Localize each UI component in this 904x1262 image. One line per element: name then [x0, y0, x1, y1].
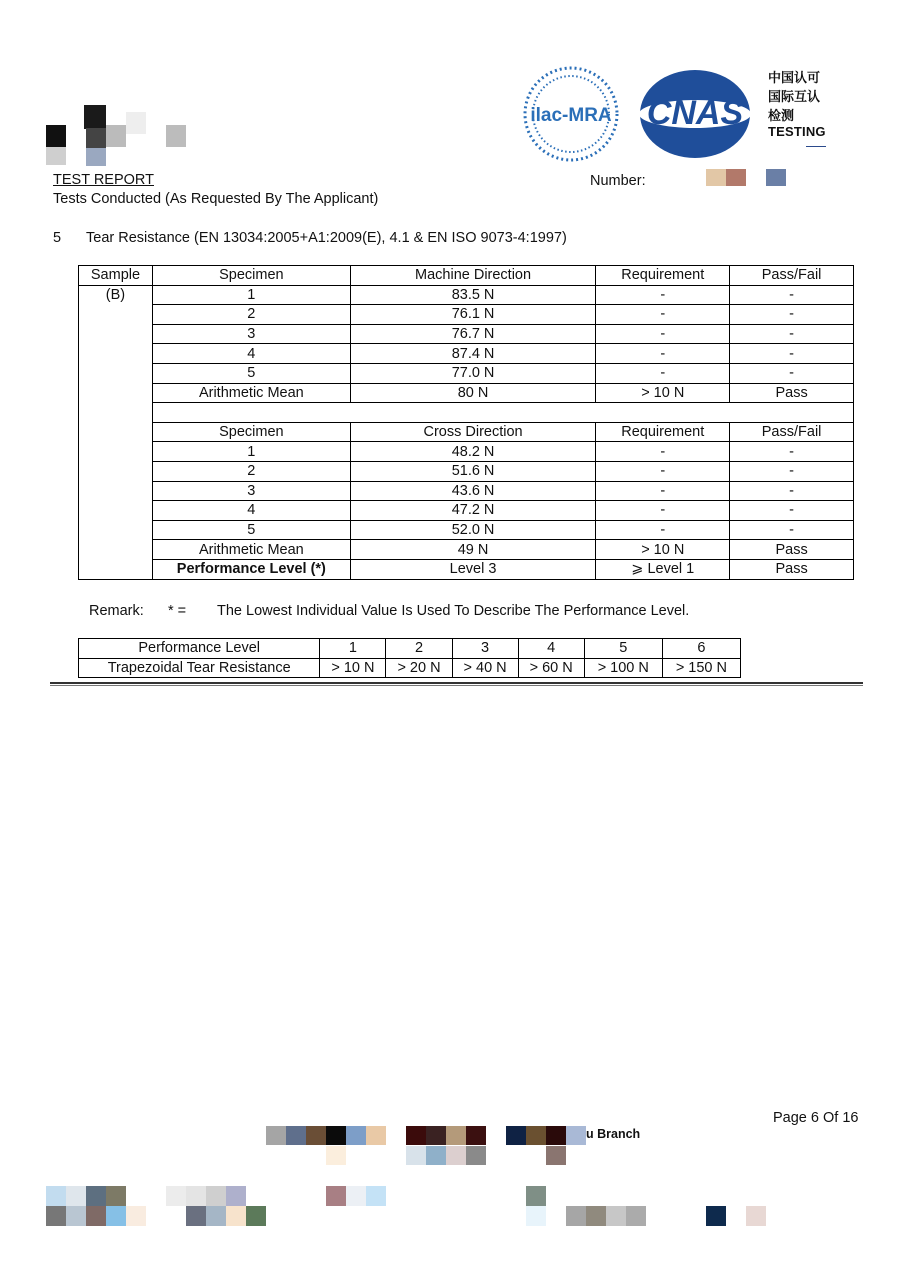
report-title: TEST REPORT — [53, 172, 154, 188]
spacer-row — [79, 403, 854, 423]
specimen-cell: 1 — [152, 285, 350, 305]
cn-line-1: 中国认可 — [768, 70, 821, 85]
level-number: 2 — [386, 639, 452, 659]
requirement-header: Requirement — [596, 266, 730, 286]
table-row — [79, 363, 854, 383]
pass-fail-cell: - — [730, 324, 854, 344]
table-row — [79, 461, 854, 481]
level-number: 5 — [584, 639, 662, 659]
value-cell: 47.2 N — [350, 501, 596, 521]
value-cell: 76.1 N — [350, 305, 596, 325]
specimen-cell: 5 — [152, 363, 350, 383]
level-header-label: Performance Level — [79, 639, 320, 659]
level-threshold: > 40 N — [452, 658, 518, 678]
svg-text:ilac-MRA: ilac-MRA — [530, 105, 612, 126]
cn-line-2: 国际互认 — [768, 89, 821, 104]
level-threshold: > 10 N — [320, 658, 386, 678]
section-number: 5 — [53, 230, 62, 246]
pass-fail-cell: - — [730, 461, 854, 481]
remark-symbol: * = — [168, 603, 187, 619]
specimen-cell: 2 — [152, 305, 350, 325]
specimen-cell: 3 — [152, 324, 350, 344]
requirement-cell: - — [596, 344, 730, 364]
value-cell: 48.2 N — [350, 442, 596, 462]
value-cell: 76.7 N — [350, 324, 596, 344]
spacer-cell — [152, 403, 853, 423]
page-number: Page 6 Of 16 — [773, 1110, 859, 1126]
testing-underline — [806, 146, 826, 147]
specimen-header: Specimen — [152, 422, 350, 442]
specimen-cell: 4 — [152, 501, 350, 521]
value-cell: 51.6 N — [350, 461, 596, 481]
mean-requirement: > 10 N — [596, 540, 730, 560]
specimen-header: Specimen — [152, 266, 350, 286]
pass-fail-cell: - — [730, 344, 854, 364]
specimen-cell: 4 — [152, 344, 350, 364]
testing-label: TESTING — [768, 124, 826, 139]
report-number-label: Number: — [590, 173, 646, 189]
performance-level-pass-fail: Pass — [730, 559, 854, 579]
level-values-label: Trapezoidal Tear Resistance — [79, 658, 320, 678]
cn-line-3: 检测 — [768, 108, 795, 123]
specimen-cell: 2 — [152, 461, 350, 481]
performance-level-row — [79, 559, 854, 579]
specimen-cell: 5 — [152, 520, 350, 540]
svg-text:CNAS: CNAS — [646, 94, 744, 132]
requirement-cell: - — [596, 520, 730, 540]
pass-fail-cell: - — [730, 363, 854, 383]
mean-value: 80 N — [350, 383, 596, 403]
performance-level-label: Performance Level (*) — [152, 559, 350, 579]
mean-value: 49 N — [350, 540, 596, 560]
ilac-mra-logo — [521, 64, 621, 164]
level-threshold: > 20 N — [386, 658, 452, 678]
mean-label: Arithmetic Mean — [152, 540, 350, 560]
table-row — [79, 442, 854, 462]
level-number: 1 — [320, 639, 386, 659]
level-number: 3 — [452, 639, 518, 659]
requirement-cell: - — [596, 305, 730, 325]
machine-direction-header: Machine Direction — [350, 266, 596, 286]
machine-mean-row — [79, 383, 854, 403]
performance-level-table — [78, 638, 741, 678]
value-cell: 83.5 N — [350, 285, 596, 305]
mean-label: Arithmetic Mean — [152, 383, 350, 403]
value-cell: 77.0 N — [350, 363, 596, 383]
remark-label: Remark: — [89, 603, 144, 619]
mean-pass-fail: Pass — [730, 540, 854, 560]
level-number: 4 — [518, 639, 584, 659]
value-cell: 87.4 N — [350, 344, 596, 364]
level-threshold: > 100 N — [584, 658, 662, 678]
section-title: Tear Resistance (EN 13034:2005+A1:2009(E), 4.1 & EN ISO 9073-4:1997) — [86, 230, 567, 246]
requirement-cell: - — [596, 363, 730, 383]
report-subtitle: Tests Conducted (As Requested By The Applicant) — [53, 191, 379, 207]
footer-branch: u Branch — [586, 1127, 641, 1141]
table-row — [79, 481, 854, 501]
table-row — [79, 285, 854, 305]
end-rule — [50, 682, 863, 684]
pass-fail-cell: - — [730, 520, 854, 540]
mean-pass-fail: Pass — [730, 383, 854, 403]
pass-fail-cell: - — [730, 501, 854, 521]
table-row — [79, 520, 854, 540]
tear-resistance-table — [78, 265, 854, 580]
requirement-cell: - — [596, 501, 730, 521]
end-rule-secondary — [50, 685, 863, 686]
value-cell: 52.0 N — [350, 520, 596, 540]
cross-header-row — [79, 422, 854, 442]
mean-requirement: > 10 N — [596, 383, 730, 403]
requirement-cell: - — [596, 481, 730, 501]
pass-fail-header: Pass/Fail — [730, 422, 854, 442]
specimen-cell: 3 — [152, 481, 350, 501]
cnas-logo — [636, 68, 754, 160]
table-row — [79, 344, 854, 364]
table-row — [79, 501, 854, 521]
cross-direction-header: Cross Direction — [350, 422, 596, 442]
requirement-cell: - — [596, 324, 730, 344]
remark-text: The Lowest Individual Value Is Used To Describe The Performance Level. — [217, 603, 690, 619]
pass-fail-cell: - — [730, 285, 854, 305]
requirement-cell: - — [596, 285, 730, 305]
cross-mean-row — [79, 540, 854, 560]
level-threshold: > 60 N — [518, 658, 584, 678]
level-number: 6 — [662, 639, 740, 659]
requirement-cell: - — [596, 442, 730, 462]
pass-fail-cell: - — [730, 481, 854, 501]
requirement-header: Requirement — [596, 422, 730, 442]
pass-fail-cell: - — [730, 442, 854, 462]
requirement-cell: - — [596, 461, 730, 481]
level-threshold: > 150 N — [662, 658, 740, 678]
level-values-row — [79, 658, 741, 678]
table-header-row — [79, 266, 854, 286]
level-header-row — [79, 639, 741, 659]
sample-id: (B) — [79, 285, 153, 579]
value-cell: 43.6 N — [350, 481, 596, 501]
pass-fail-header: Pass/Fail — [730, 266, 854, 286]
specimen-cell: 1 — [152, 442, 350, 462]
table-row — [79, 324, 854, 344]
table-row — [79, 305, 854, 325]
performance-level-value: Level 3 — [350, 559, 596, 579]
pass-fail-cell: - — [730, 305, 854, 325]
performance-level-requirement: ⩾ Level 1 — [596, 559, 730, 579]
cnas-chinese-text — [768, 68, 820, 125]
sample-header: Sample — [79, 266, 153, 286]
